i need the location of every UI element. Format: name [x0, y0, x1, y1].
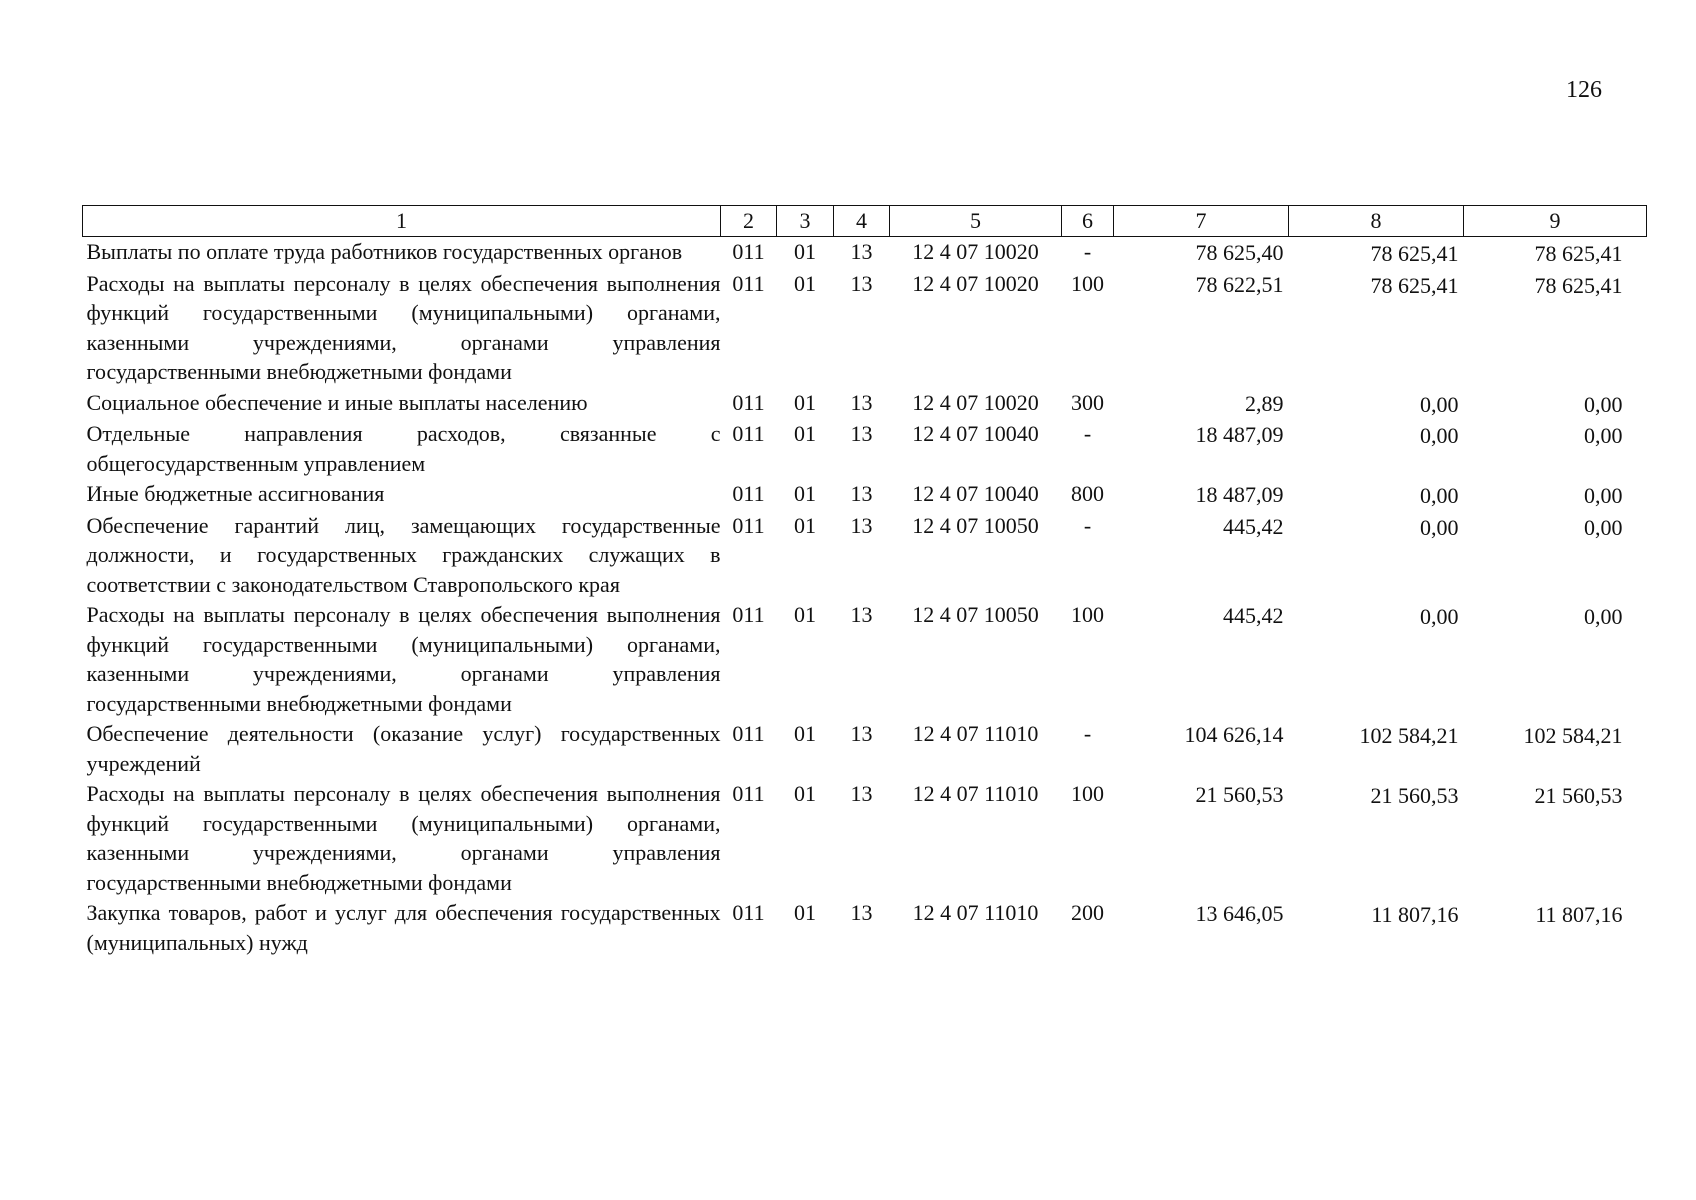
- row-name: Закупка товаров, работ и услуг для обеспечения государственных (муниципальных) нужд: [86, 900, 721, 955]
- column-header-7: 7: [1114, 206, 1289, 237]
- row-code-col2: 011: [732, 239, 765, 264]
- row-code-col6: 800: [1071, 481, 1104, 506]
- row-amount-col7: 445,42: [1223, 603, 1284, 628]
- row-code-col6: 100: [1071, 781, 1104, 806]
- row-code-col5: 12 4 07 11010: [912, 721, 1039, 746]
- page-number: 126: [1566, 77, 1602, 103]
- table-row: [83, 600, 1647, 719]
- row-amount-col8: 0,00: [1420, 391, 1459, 417]
- row-name: Выплаты по оплате труда работников государственных органов: [86, 239, 683, 264]
- row-code-col4: 13: [850, 421, 873, 446]
- row-amount-col9: 0,00: [1584, 423, 1623, 448]
- table-row: [83, 511, 1647, 601]
- row-amount-col8: 78 625,41: [1370, 241, 1459, 266]
- row-amount-col9: 21 560,53: [1534, 783, 1623, 808]
- row-code-col2: 011: [732, 512, 765, 538]
- column-header-3: 3: [777, 206, 834, 237]
- row-amount-col9: 0,00: [1584, 391, 1623, 417]
- table-row: [83, 419, 1647, 479]
- row-name: Иные бюджетные ассигнования: [86, 481, 385, 506]
- row-amount-col7: 104 626,14: [1184, 722, 1284, 747]
- row-amount-col8: 102 584,21: [1359, 723, 1459, 748]
- row-code-col6: -: [1083, 721, 1092, 746]
- table-row: [83, 388, 1647, 420]
- row-amount-col9: 0,00: [1584, 483, 1623, 508]
- row-name: Расходы на выплаты персоналу в целях обеспечения выполнения функций государственными (муниципальными) органами, казенными учреждениями, органами управления государственными внебюджетными фондами: [86, 602, 721, 716]
- budget-table: [82, 205, 1647, 958]
- table-row: [83, 237, 1647, 269]
- row-code-col2: 011: [732, 389, 765, 415]
- row-code-col6: 100: [1071, 270, 1104, 296]
- row-amount-col8: 0,00: [1420, 604, 1459, 629]
- row-amount-col8: 0,00: [1420, 483, 1459, 508]
- column-header-2: 2: [721, 206, 777, 237]
- row-code-col5: 12 4 07 10020: [912, 270, 1039, 296]
- row-amount-col9: 0,00: [1584, 604, 1623, 629]
- row-code-col5: 12 4 07 10040: [912, 481, 1039, 506]
- table-row: [83, 898, 1647, 958]
- column-header-6: 6: [1062, 206, 1114, 237]
- row-code-col4: 13: [850, 481, 873, 506]
- row-amount-col7: 2,89: [1245, 390, 1284, 416]
- row-amount-col8: 0,00: [1420, 514, 1459, 540]
- row-name: Обеспечение деятельности (оказание услуг) государственных учреждений: [86, 721, 721, 776]
- row-code-col4: 13: [850, 602, 873, 627]
- row-code-col2: 011: [732, 900, 765, 925]
- row-code-col5: 12 4 07 10020: [912, 389, 1039, 415]
- column-header-4: 4: [834, 206, 890, 237]
- row-amount-col9: 102 584,21: [1523, 723, 1623, 748]
- row-amount-col7: 445,42: [1223, 513, 1284, 539]
- row-amount-col7: 78 625,40: [1195, 240, 1284, 265]
- row-name: Социальное обеспечение и иные выплаты населению: [86, 389, 588, 415]
- row-code-col5: 12 4 07 10050: [912, 602, 1039, 627]
- row-code-col4: 13: [850, 781, 873, 806]
- row-code-col3: 01: [794, 239, 816, 264]
- row-code-col6: -: [1083, 421, 1092, 446]
- column-header-8: 8: [1289, 206, 1464, 237]
- row-amount-col9: 0,00: [1584, 514, 1623, 540]
- row-code-col4: 13: [850, 389, 873, 415]
- table-row: [83, 269, 1647, 388]
- row-amount-col8: 0,00: [1420, 423, 1459, 448]
- row-amount-col8: 11 807,16: [1371, 902, 1459, 927]
- row-amount-col9: 78 625,41: [1534, 241, 1623, 266]
- row-code-col5: 12 4 07 10040: [912, 421, 1039, 446]
- row-amount-col7: 13 646,05: [1195, 901, 1284, 926]
- row-code-col3: 01: [794, 389, 816, 415]
- row-amount-col9: 78 625,41: [1534, 272, 1623, 298]
- row-code-col4: 13: [850, 512, 873, 538]
- column-header-5: 5: [890, 206, 1062, 237]
- row-code-col3: 01: [794, 421, 816, 446]
- row-code-col5: 12 4 07 11010: [912, 900, 1039, 925]
- row-code-col3: 01: [794, 481, 816, 506]
- row-code-col5: 12 4 07 10020: [912, 239, 1039, 264]
- row-code-col5: 12 4 07 11010: [912, 781, 1039, 806]
- row-code-col6: 100: [1071, 602, 1104, 627]
- row-code-col2: 011: [732, 270, 765, 296]
- table-row: [83, 719, 1647, 779]
- row-name: Обеспечение гарантий лиц, замещающих государственные должности, и государственных гражданских служащих в соответствии с законодательством Ставропольского края: [86, 512, 721, 597]
- row-code-col6: 300: [1071, 389, 1104, 415]
- column-header-1: 1: [83, 206, 721, 237]
- row-amount-col8: 78 625,41: [1370, 272, 1459, 298]
- row-code-col2: 011: [732, 781, 765, 806]
- row-code-col3: 01: [794, 721, 816, 746]
- row-code-col3: 01: [794, 270, 816, 296]
- row-amount-col7: 78 622,51: [1195, 271, 1284, 297]
- row-code-col2: 011: [732, 421, 765, 446]
- row-code-col3: 01: [794, 512, 816, 538]
- table-row: [83, 479, 1647, 511]
- row-code-col6: -: [1083, 512, 1092, 538]
- row-code-col3: 01: [794, 781, 816, 806]
- row-code-col2: 011: [732, 602, 765, 627]
- column-header-9: 9: [1464, 206, 1647, 237]
- row-code-col4: 13: [850, 721, 873, 746]
- row-code-col4: 13: [850, 270, 873, 296]
- row-code-col2: 011: [732, 721, 765, 746]
- row-amount-col9: 11 807,16: [1535, 902, 1623, 927]
- row-name: Отдельные направления расходов, связанные с общегосударственным управлением: [86, 421, 721, 476]
- row-code-col3: 01: [794, 900, 816, 925]
- row-amount-col7: 18 487,09: [1195, 482, 1284, 507]
- row-code-col6: 200: [1071, 900, 1104, 925]
- row-name: Расходы на выплаты персоналу в целях обеспечения выполнения функций государственными (муниципальными) органами, казенными учреждениями, органами управления государственными внебюджетными фондами: [86, 270, 721, 384]
- row-code-col2: 011: [732, 481, 765, 506]
- table-header-row: [83, 206, 1647, 237]
- row-amount-col8: 21 560,53: [1370, 783, 1459, 808]
- row-code-col4: 13: [850, 900, 873, 925]
- row-amount-col7: 21 560,53: [1195, 782, 1284, 807]
- row-code-col5: 12 4 07 10050: [912, 512, 1039, 538]
- row-code-col3: 01: [794, 602, 816, 627]
- row-code-col4: 13: [850, 239, 873, 264]
- row-name: Расходы на выплаты персоналу в целях обеспечения выполнения функций государственными (муниципальными) органами, казенными учреждениями, органами управления государственными внебюджетными фондами: [86, 781, 721, 895]
- row-amount-col7: 18 487,09: [1195, 422, 1284, 447]
- table-row: [83, 779, 1647, 898]
- row-code-col6: -: [1083, 239, 1092, 264]
